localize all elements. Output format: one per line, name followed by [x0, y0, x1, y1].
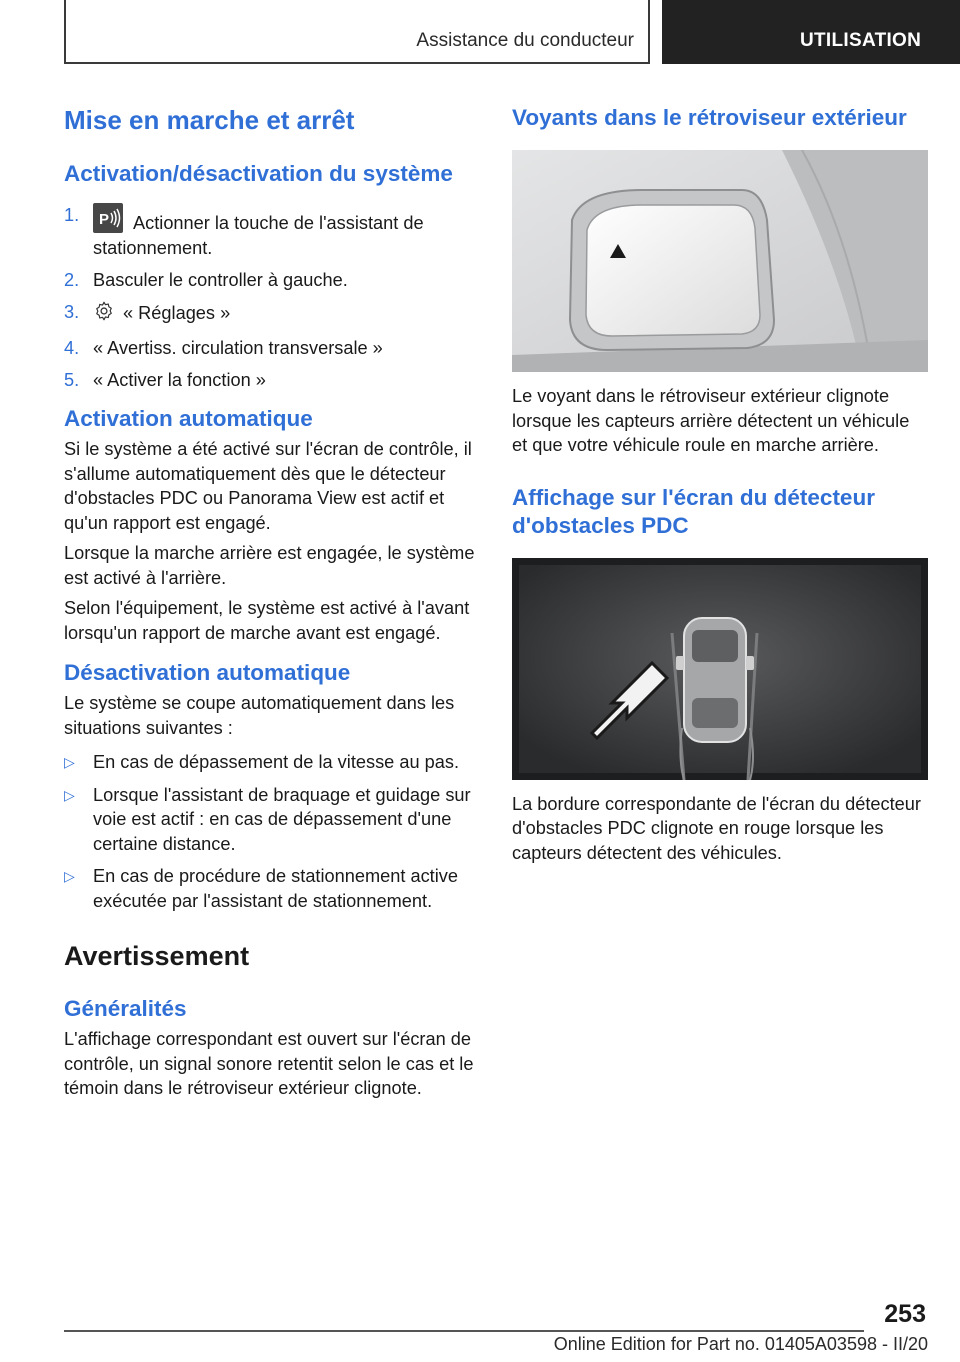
right-column	[512, 100, 928, 865]
triangle-bullet-icon: ▷	[64, 868, 75, 884]
step-text: « Avertiss. circulation transversale »	[93, 337, 383, 358]
svg-text:P: P	[99, 211, 110, 228]
list-item	[64, 783, 480, 857]
step-4	[64, 336, 480, 361]
heading-auto-deactivation: Désactivation automatique	[64, 660, 351, 685]
header-chapter-tab	[662, 0, 960, 64]
list-item	[64, 864, 480, 913]
step-1	[64, 203, 480, 260]
paragraph-mirror-indicator: Le voyant dans le rétroviseur extérieur clignote lorsque les capteurs arrière détectent un véhicule et que votre véhicule roule en marche arrière.	[512, 386, 910, 455]
heading-activation: Activation/désactivation du système	[64, 161, 453, 186]
step-number: 4.	[64, 337, 80, 358]
header-section-tab	[64, 0, 650, 64]
gear-icon	[93, 300, 115, 329]
list-item-text: Lorsque l'assistant de braquage et guidage sur voie est actif : en cas de dépassement d'une certaine distance.	[93, 784, 471, 854]
list-item	[64, 750, 480, 775]
paragraph-pdc-display: La bordure correspondante de l'écran du détecteur d'obstacles PDC clignote en rouge lorsque les capteurs détectent des véhicules.	[512, 793, 921, 863]
pdc-screen-illustration	[512, 558, 928, 780]
triangle-bullet-icon: ▷	[64, 754, 75, 770]
heading-warning: Avertissement	[64, 941, 250, 971]
step-text: « Réglages »	[123, 302, 231, 323]
header-chapter-title: UTILISATION	[800, 30, 922, 51]
header-section-title: Assistance du conducteur	[416, 30, 634, 51]
step-number: 5.	[64, 369, 80, 390]
heading-auto-activation: Activation automatique	[64, 406, 313, 431]
paragraph-auto-deactivation: Le système se coupe automatiquement dans les situations suivantes :	[64, 693, 455, 738]
page-number: 253	[884, 1300, 926, 1328]
step-2	[64, 268, 480, 293]
heading-general: Généralités	[64, 996, 187, 1021]
footer-divider	[64, 1330, 864, 1332]
step-number: 3.	[64, 301, 80, 322]
mirror-illustration	[512, 150, 928, 372]
step-text: Actionner la touche de l'assistant de stationnement.	[93, 213, 424, 258]
activation-steps	[64, 203, 480, 392]
paragraph-auto-activation-3: Selon l'équipement, le système est activé à l'avant lorsqu'un rapport de marche avant est engagé.	[64, 598, 470, 643]
heading-pdc-display: Affichage sur l'écran du détecteur d'obstacles PDC	[512, 484, 875, 538]
left-column	[64, 100, 480, 1101]
step-number: 2.	[64, 269, 80, 290]
triangle-bullet-icon: ▷	[64, 786, 75, 803]
list-item-text: En cas de dépassement de la vitesse au pas.	[93, 752, 459, 772]
paragraph-auto-activation-1: Si le système a été activé sur l'écran de contrôle, il s'allume automatiquement dès que le détecteur d'obstacles PDC ou Panorama View est actif et qu'un rapport est engagé.	[64, 439, 472, 533]
paragraph-auto-activation-2: Lorsque la marche arrière est engagée, le système est activé à l'arrière.	[64, 543, 475, 588]
step-number: 1.	[64, 205, 80, 225]
step-text: « Activer la fonction »	[93, 369, 266, 390]
heading-power: Mise en marche et arrêt	[64, 105, 355, 135]
footer-edition: Online Edition for Part no. 01405A03598 - II/20	[553, 1334, 928, 1354]
step-3	[64, 300, 480, 329]
step-text: Basculer le controller à gauche.	[93, 269, 348, 290]
list-item-text: En cas de procédure de stationnement active exécutée par l'assistant de stationnement.	[93, 866, 458, 911]
deactivation-list	[64, 750, 480, 913]
step-5	[64, 368, 480, 393]
heading-mirror-indicator: Voyants dans le rétroviseur extérieur	[512, 105, 907, 130]
paragraph-general: L'affichage correspondant est ouvert sur l'écran de contrôle, un signal sonore retentit selon le cas et le témoin dans le rétroviseur extérieur clignote.	[64, 1029, 474, 1098]
parking-assistant-button-icon	[93, 203, 123, 233]
